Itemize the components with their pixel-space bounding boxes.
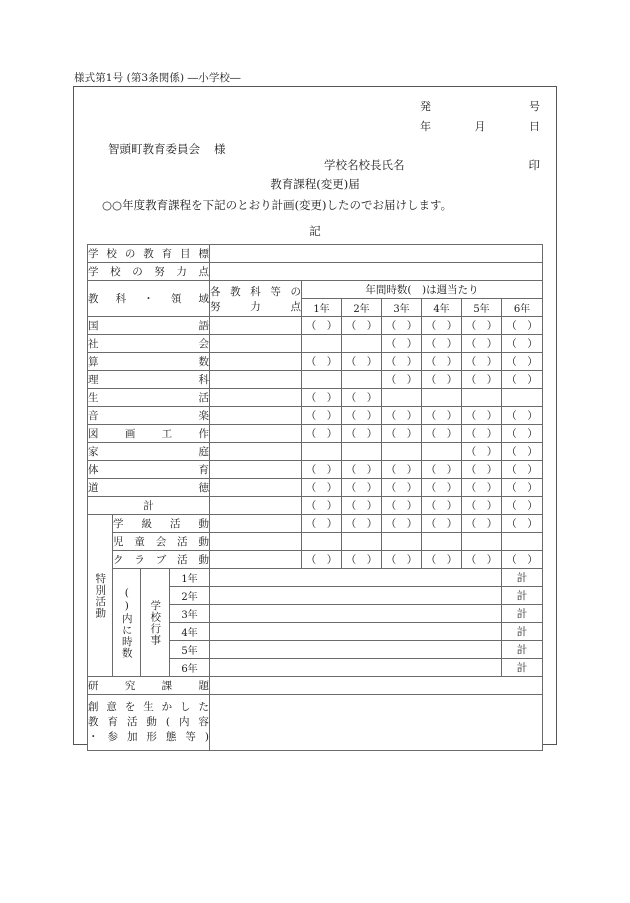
date-day: 日 xyxy=(529,120,540,133)
hours-cell-s4-g5[interactable] xyxy=(462,371,502,389)
school-event-grade-4: 4年 xyxy=(170,623,210,641)
hours-cell-s1-g3[interactable] xyxy=(382,317,422,335)
special-hours-cell-s1-g1[interactable] xyxy=(302,515,342,533)
addressee-name: 智頭町教育委員会 xyxy=(108,142,200,156)
subject-label-4: 理 科 xyxy=(88,371,210,389)
hours-cell-s4-g1 xyxy=(302,371,342,389)
hours-cell-s7-g5[interactable] xyxy=(462,425,502,443)
school-event-grade-2: 2年 xyxy=(170,587,210,605)
hours-cell-s3-g4[interactable] xyxy=(422,353,462,371)
school-event-total-6: 計 xyxy=(502,659,543,677)
special-hours-cell-s3-g3[interactable] xyxy=(382,551,422,569)
special-activity-label-3: ク ラ ブ 活 動 xyxy=(113,551,210,569)
hours-cell-s9-g2[interactable] xyxy=(342,461,382,479)
special-hours-cell-s2-g6 xyxy=(502,533,543,551)
subject-effort-input-4[interactable] xyxy=(210,371,302,389)
curriculum-table-body xyxy=(88,245,543,751)
hours-cell-s3-g6[interactable] xyxy=(502,353,543,371)
subject-label-7: 図 画 工 作 xyxy=(88,425,210,443)
total-hours-cell-g3[interactable] xyxy=(382,497,422,515)
issue-number-line xyxy=(420,98,540,114)
seal-mark: 印 xyxy=(528,158,540,172)
school-event-input-3[interactable] xyxy=(210,605,502,623)
special-hours-cell-s3-g6[interactable] xyxy=(502,551,543,569)
hours-cell-s2-g1 xyxy=(302,335,342,353)
special-activity-effort-input-2[interactable] xyxy=(210,533,302,551)
hours-cell-s3-g2[interactable] xyxy=(342,353,382,371)
table-row-special-activity xyxy=(88,533,543,551)
school-event-total-1: 計 xyxy=(502,569,543,587)
table-row-school-effort xyxy=(88,263,543,281)
table-row-special-activity xyxy=(88,551,543,569)
table-row-subject xyxy=(88,425,543,443)
hours-cell-s7-g1[interactable] xyxy=(302,425,342,443)
hours-cell-s10-g3[interactable] xyxy=(382,479,422,497)
school-event-grade-3: 3年 xyxy=(170,605,210,623)
document-title: 教育課程(変更)届 xyxy=(270,177,360,191)
research-topic-input[interactable] xyxy=(210,677,543,695)
hours-cell-s5-g5 xyxy=(462,389,502,407)
total-hours-cell-g4[interactable] xyxy=(422,497,462,515)
special-hours-cell-s3-g1[interactable] xyxy=(302,551,342,569)
special-activity-effort-input-1[interactable] xyxy=(210,515,302,533)
table-row-subject xyxy=(88,335,543,353)
addressee-honorific: 様 xyxy=(214,142,226,156)
total-hours-cell-g2[interactable] xyxy=(342,497,382,515)
hours-cell-s4-g6[interactable] xyxy=(502,371,543,389)
school-goal-input[interactable] xyxy=(210,245,543,263)
special-hours-cell-s3-g5[interactable] xyxy=(462,551,502,569)
creative-activity-input[interactable] xyxy=(210,695,543,751)
grade-header-5: 5年 xyxy=(462,299,502,317)
date-line xyxy=(420,118,540,134)
special-activity-label-1: 学 級 活 動 xyxy=(113,515,210,533)
hours-cell-s5-g4 xyxy=(422,389,462,407)
special-hours-cell-s2-g1 xyxy=(302,533,342,551)
subject-effort-input-7[interactable] xyxy=(210,425,302,443)
hours-cell-s10-g4[interactable] xyxy=(422,479,462,497)
hours-cell-s8-g3 xyxy=(382,443,422,461)
school-events-label: 学校行事 xyxy=(141,569,170,677)
lead-text: ○○年度教育課程を下記のとおり計画(変更)したのでお届けします。 xyxy=(102,198,453,212)
subject-label-9: 体 育 xyxy=(88,461,210,479)
school-event-total-2: 計 xyxy=(502,587,543,605)
hours-cell-s6-g6[interactable] xyxy=(502,407,543,425)
hours-cell-s9-g5[interactable] xyxy=(462,461,502,479)
subject-effort-input-5[interactable] xyxy=(210,389,302,407)
subject-effort-header: 各 教 科 等 の 努 力 点 xyxy=(210,281,302,317)
subject-label-6: 音 楽 xyxy=(88,407,210,425)
school-effort-input[interactable] xyxy=(210,263,543,281)
subject-label-2: 社 会 xyxy=(88,335,210,353)
total-hours-cell-g6[interactable] xyxy=(502,497,543,515)
form-frame xyxy=(73,86,557,745)
hours-note-label: ()内に時数 xyxy=(113,569,141,677)
hours-cell-s6-g5[interactable] xyxy=(462,407,502,425)
hours-cell-s10-g6[interactable] xyxy=(502,479,543,497)
subject-effort-input-2[interactable] xyxy=(210,335,302,353)
table-row-header-top xyxy=(88,281,543,299)
hours-cell-s8-g1 xyxy=(302,443,342,461)
hours-cell-s5-g1[interactable] xyxy=(302,389,342,407)
school-event-input-1[interactable] xyxy=(210,569,502,587)
hours-cell-s9-g1[interactable] xyxy=(302,461,342,479)
hours-cell-s1-g6[interactable] xyxy=(502,317,543,335)
subject-area-header: 教 科 ・ 領 域 xyxy=(88,281,210,317)
hours-cell-s9-g3[interactable] xyxy=(382,461,422,479)
hours-cell-s7-g6[interactable] xyxy=(502,425,543,443)
hours-cell-s10-g1[interactable] xyxy=(302,479,342,497)
school-event-total-4: 計 xyxy=(502,623,543,641)
subject-total-label: 計 xyxy=(88,497,210,515)
school-event-total-5: 計 xyxy=(502,641,543,659)
school-event-input-4[interactable] xyxy=(210,623,502,641)
school-event-grade-6: 6年 xyxy=(170,659,210,677)
hours-cell-s8-g6[interactable] xyxy=(502,443,543,461)
school-event-input-5[interactable] xyxy=(210,641,502,659)
hours-cell-s2-g3[interactable] xyxy=(382,335,422,353)
hours-cell-s9-g6[interactable] xyxy=(502,461,543,479)
hours-cell-s9-g4[interactable] xyxy=(422,461,462,479)
hours-cell-s4-g2 xyxy=(342,371,382,389)
hours-cell-s6-g1[interactable] xyxy=(302,407,342,425)
school-event-grade-5: 5年 xyxy=(170,641,210,659)
hours-cell-s3-g1[interactable] xyxy=(302,353,342,371)
subject-total-effort-input[interactable] xyxy=(210,497,302,515)
subject-label-5: 生 活 xyxy=(88,389,210,407)
grade-header-3: 3年 xyxy=(382,299,422,317)
curriculum-table xyxy=(87,244,543,751)
subject-label-3: 算 数 xyxy=(88,353,210,371)
subject-effort-input-1[interactable] xyxy=(210,317,302,335)
hours-cell-s5-g2[interactable] xyxy=(342,389,382,407)
special-activity-effort-input-3[interactable] xyxy=(210,551,302,569)
annual-hours-header: 年間時数( )は週当たり xyxy=(302,281,543,299)
special-hours-cell-s1-g4[interactable] xyxy=(422,515,462,533)
special-activities-label: 特別活動 xyxy=(88,515,113,677)
hours-cell-s4-g4[interactable] xyxy=(422,371,462,389)
hours-cell-s2-g2 xyxy=(342,335,382,353)
special-hours-cell-s3-g4[interactable] xyxy=(422,551,462,569)
table-row-school-event xyxy=(88,569,543,587)
hours-cell-s10-g5[interactable] xyxy=(462,479,502,497)
total-hours-cell-g5[interactable] xyxy=(462,497,502,515)
table-row-subject xyxy=(88,371,543,389)
table-row-special-activity xyxy=(88,515,543,533)
table-row-creative-activity xyxy=(88,695,543,751)
subject-effort-input-9[interactable] xyxy=(210,461,302,479)
special-hours-cell-s1-g2[interactable] xyxy=(342,515,382,533)
special-hours-cell-s1-g3[interactable] xyxy=(382,515,422,533)
hours-cell-s6-g3[interactable] xyxy=(382,407,422,425)
hours-cell-s1-g4[interactable] xyxy=(422,317,462,335)
grade-header-2: 2年 xyxy=(342,299,382,317)
hours-cell-s2-g6[interactable] xyxy=(502,335,543,353)
school-event-input-2[interactable] xyxy=(210,587,502,605)
date-year: 年 xyxy=(420,120,431,133)
subject-effort-input-3[interactable] xyxy=(210,353,302,371)
grade-header-6: 6年 xyxy=(502,299,543,317)
grade-header-4: 4年 xyxy=(422,299,462,317)
special-hours-cell-s1-g6[interactable] xyxy=(502,515,543,533)
table-row-subject xyxy=(88,407,543,425)
school-event-grade-1: 1年 xyxy=(170,569,210,587)
hours-cell-s2-g5[interactable] xyxy=(462,335,502,353)
creative-activity-label: 創 意 を 生 か し た 教 育 活 動 ( 内 容 ・ 参 加 形 態 等 ) xyxy=(88,695,210,751)
subject-effort-input-8[interactable] xyxy=(210,443,302,461)
table-row-subject xyxy=(88,353,543,371)
special-activity-label-2: 児 童 会 活 動 xyxy=(113,533,210,551)
hours-cell-s1-g5[interactable] xyxy=(462,317,502,335)
special-hours-cell-s2-g3 xyxy=(382,533,422,551)
hours-cell-s8-g2 xyxy=(342,443,382,461)
date-month: 月 xyxy=(474,120,486,133)
table-row-subject xyxy=(88,389,543,407)
table-row-subject xyxy=(88,317,543,335)
school-event-input-6[interactable] xyxy=(210,659,502,677)
issue-suffix: 号 xyxy=(529,100,540,113)
hours-cell-s1-g2[interactable] xyxy=(342,317,382,335)
table-row-subject-total xyxy=(88,497,543,515)
hours-cell-s6-g4[interactable] xyxy=(422,407,462,425)
special-hours-cell-s3-g2[interactable] xyxy=(342,551,382,569)
school-goal-label: 学 校 の 教 育 目 標 xyxy=(88,245,210,263)
special-hours-cell-s1-g5[interactable] xyxy=(462,515,502,533)
subject-label-1: 国 語 xyxy=(88,317,210,335)
grade-header-1: 1年 xyxy=(302,299,342,317)
special-hours-cell-s2-g4 xyxy=(422,533,462,551)
hours-cell-s2-g4[interactable] xyxy=(422,335,462,353)
issue-prefix: 発 xyxy=(420,100,431,113)
table-row-school-goal xyxy=(88,245,543,263)
form-caption: 様式第1号 (第3条関係) ―小学校― xyxy=(74,72,241,84)
table-row-subject xyxy=(88,479,543,497)
school-event-total-3: 計 xyxy=(502,605,543,623)
hours-cell-s7-g3[interactable] xyxy=(382,425,422,443)
addressee-line xyxy=(108,141,226,157)
kiji-marker: 記 xyxy=(309,224,321,238)
hours-cell-s5-g3 xyxy=(382,389,422,407)
hours-cell-s5-g6 xyxy=(502,389,543,407)
special-hours-cell-s2-g5 xyxy=(462,533,502,551)
hours-cell-s4-g3[interactable] xyxy=(382,371,422,389)
hours-cell-s7-g2[interactable] xyxy=(342,425,382,443)
special-hours-cell-s2-g2 xyxy=(342,533,382,551)
signer-line: 学校名校長氏名 xyxy=(324,158,405,172)
subject-label-10: 道 徳 xyxy=(88,479,210,497)
hours-cell-s8-g5[interactable] xyxy=(462,443,502,461)
hours-cell-s10-g2[interactable] xyxy=(342,479,382,497)
research-topic-label: 研 究 課 題 xyxy=(88,677,210,695)
hours-cell-s1-g1[interactable] xyxy=(302,317,342,335)
table-row-subject xyxy=(88,443,543,461)
hours-cell-s3-g5[interactable] xyxy=(462,353,502,371)
hours-cell-s8-g4 xyxy=(422,443,462,461)
school-effort-label: 学 校 の 努 力 点 xyxy=(88,263,210,281)
table-row-subject xyxy=(88,461,543,479)
table-row-research-topic xyxy=(88,677,543,695)
hours-cell-s6-g2[interactable] xyxy=(342,407,382,425)
subject-label-8: 家 庭 xyxy=(88,443,210,461)
hours-cell-s7-g4[interactable] xyxy=(422,425,462,443)
total-hours-cell-g1[interactable] xyxy=(302,497,342,515)
subject-effort-input-6[interactable] xyxy=(210,407,302,425)
curriculum-table-wrap xyxy=(87,244,542,751)
subject-effort-input-10[interactable] xyxy=(210,479,302,497)
hours-cell-s3-g3[interactable] xyxy=(382,353,422,371)
